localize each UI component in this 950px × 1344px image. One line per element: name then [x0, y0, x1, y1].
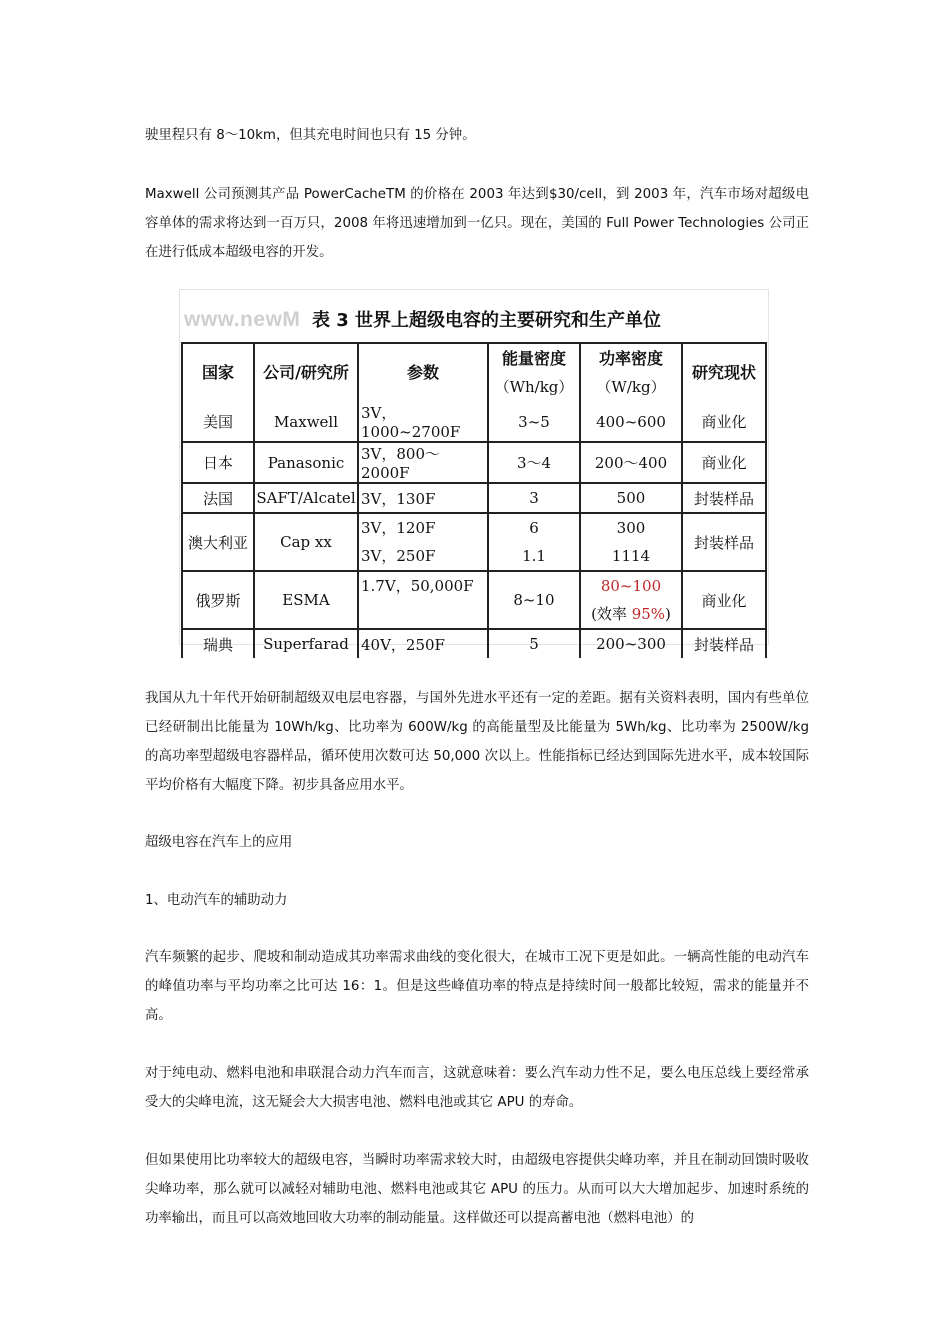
cell-power-line2: 1114 — [611, 547, 651, 565]
cell-country: 日本 — [182, 442, 254, 483]
cell-country: 澳大利亚 — [182, 513, 254, 571]
table-row — [182, 442, 766, 483]
table-row — [182, 483, 766, 513]
table-row — [182, 402, 766, 442]
cell-status: 封装样品 — [682, 483, 766, 513]
header-energy-line1: 能量密度 — [501, 349, 566, 368]
cell-company: ESMA — [254, 571, 358, 629]
cell-status: 商业化 — [682, 442, 766, 483]
cell-power-line1: 300 — [616, 519, 646, 537]
header-power-line1: 功率密度 — [598, 349, 663, 368]
cell-params — [358, 513, 488, 571]
cell-params: 3V，130F — [358, 483, 488, 513]
cell-status: 封装样品 — [682, 513, 766, 571]
header-params: 参数 — [358, 343, 488, 402]
subsection-heading: 1、电动汽车的辅助动力 — [145, 893, 288, 908]
cell-status: 商业化 — [682, 402, 766, 442]
paragraph-6: 汽车频繁的起步、爬坡和制动造成其功率需求曲线的变化很大，在城市工况下更是如此。一辆高性能的电动汽车的峰值功率与平均功率之比可达 16：1。但是这些峰值功率的特点是持续时间一般都比较短，需求的能量并不高。 — [145, 950, 809, 1023]
table-header-row — [182, 343, 766, 402]
paragraph-7: 对于纯电动、燃料电池和串联混合动力汽车而言，这就意味着：要么汽车动力性不足，要么电压总线上要经常承受大的尖峰电流，这无疑会大大损害电池、燃料电池或其它 APU 的寿命。 — [145, 1066, 809, 1110]
cell-energy-line1: 6 — [529, 519, 539, 537]
cell-power: 200~300 — [580, 629, 682, 658]
table-row — [182, 513, 766, 571]
cell-power: 400~600 — [580, 402, 682, 442]
cell-company: SAFT/Alcatel — [254, 483, 358, 513]
cell-energy-line2: 1.1 — [522, 547, 546, 565]
table-row — [182, 629, 766, 658]
cell-params: 3V，1000~2700F — [358, 402, 488, 442]
paragraph-1: 驶里程只有 8～10km，但其充电时间也只有 15 分钟。 — [145, 128, 476, 143]
cell-energy: 3～4 — [488, 442, 580, 483]
research-units-table — [181, 342, 767, 658]
cell-power-line2 — [581, 600, 681, 628]
paragraph-3: 我国从九十年代开始研制超级双电层电容器，与国外先进水平还有一定的差距。据有关资料表明，国内有些单位已经研制出比能量为 10Wh/kg、比功率为 600W/kg 的高能量型及比能量为 5Wh/kg、比功率为 2500W/kg 的高功率型超级电容器样品，循环使用次数可达 50,000 次以上。性能指标已经达到国际先进水平，成本较国际平均价格有大幅度下降。初步具备应用水平。 — [145, 691, 809, 793]
cell-power — [580, 513, 682, 571]
cell-energy: 3 — [488, 483, 580, 513]
cell-params-line1: 1.7V，50,000F — [361, 577, 474, 595]
paragraph-8: 但如果使用比功率较大的超级电容，当瞬时功率需求较大时，由超级电容提供尖峰功率，并且在制动回馈时吸收尖峰功率，那么就可以减轻对辅助电池、燃料电池或其它 APU 的压力。从而可以大大增加起步、加速时系统的功率输出，而且可以高效地回收大功率的制动能量。这样做还可以提高蓄电池（燃料电池）的 — [145, 1153, 809, 1226]
efficiency-value: 95% — [631, 605, 666, 623]
watermark-text: www.newM — [184, 308, 301, 331]
cell-company: Superfarad — [254, 629, 358, 658]
cell-company: Panasonic — [254, 442, 358, 483]
cell-energy: 3~5 — [488, 402, 580, 442]
cell-params: 40V，250F — [358, 629, 488, 658]
cell-country: 法国 — [182, 483, 254, 513]
cell-energy: 5 — [488, 629, 580, 658]
efficiency-prefix: (效率 — [591, 605, 632, 623]
header-company: 公司/研究所 — [254, 343, 358, 402]
section-heading: 超级电容在汽车上的应用 — [145, 835, 293, 850]
cell-company: Cap xx — [254, 513, 358, 571]
header-energy — [488, 343, 580, 402]
cell-power: 200～400 — [580, 442, 682, 483]
cell-country: 俄罗斯 — [182, 571, 254, 629]
cell-country: 瑞典 — [182, 629, 254, 658]
cell-company: Maxwell — [254, 402, 358, 442]
paragraph-2: Maxwell 公司预测其产品 PowerCacheTM 的价格在 2003 年达到$30/cell，到 2003 年，汽车市场对超级电容单体的需求将达到一百万只，2008 年将迅速增加到一亿只。现在，美国的 Full Power Technologies 公司正在进行低成本超级电容的开发。 — [145, 187, 809, 260]
cell-status: 封装样品 — [682, 629, 766, 658]
efficiency-suffix: ) — [665, 605, 671, 623]
figure-title: 表 3 世界上超级电容的主要研究和生产单位 — [312, 310, 662, 331]
cell-power-line1: 80~100 — [600, 577, 662, 595]
cell-power — [580, 571, 682, 629]
cell-params: 3V，800～2000F — [358, 442, 488, 483]
cell-params — [358, 571, 488, 629]
cell-country: 美国 — [182, 402, 254, 442]
cell-energy: 8~10 — [488, 571, 580, 629]
header-country: 国家 — [182, 343, 254, 402]
header-power — [580, 343, 682, 402]
cell-power: 500 — [580, 483, 682, 513]
cell-params-line2: 3V，250F — [361, 547, 436, 565]
cell-status: 商业化 — [682, 571, 766, 629]
header-energy-line2: （Wh/kg） — [494, 378, 574, 396]
table-figure — [179, 289, 769, 654]
header-status: 研究现状 — [682, 343, 766, 402]
table-row — [182, 571, 766, 629]
cell-params-line1: 3V，120F — [361, 519, 436, 537]
header-power-line2: （W/kg） — [596, 378, 666, 396]
cell-energy — [488, 513, 580, 571]
